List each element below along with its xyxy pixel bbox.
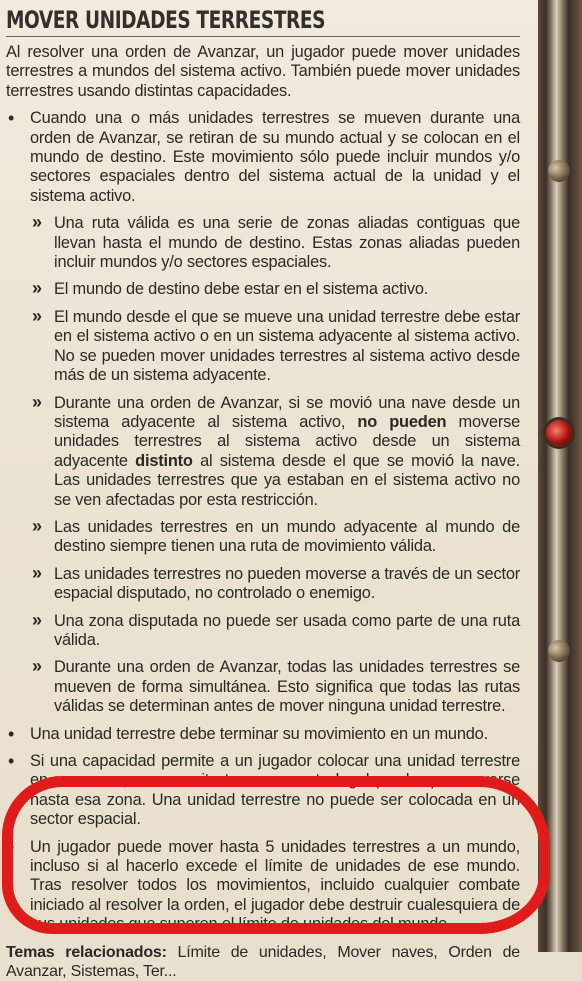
bullet-text: Cuando una o más unidades terrestres se mueven durante una orden de Avanzar, se retiran de su mundo actual y se colocan en el mundo de destino. Este movimiento sólo puede incluir mundos y/o sectores espaciales dentro del sistema actual de la unidad y el sistema activo.	[30, 109, 520, 205]
sub-item: » Las unidades terrestres no pueden moverse a través de un sector espacial disputado, no controlado o enemigo.	[30, 565, 520, 604]
sub-text: Durante una orden de Avanzar, si se movió una nave desde un sistema adyacente al sistema activo,	[54, 393, 520, 431]
list-item: • Un jugador puede mover hasta 5 unidades terrestres a un mundo, incluso si al hacerlo excede el límite de unidades de ese mundo. Tras resolver todos los movimientos, incluido cualquier combate iniciado al resolver la orden, el jugador debe destruir cualesquiera de sus unidades que superen el límite de unidades del mundo.	[6, 838, 520, 935]
sub-item: » Durante una orden de Avanzar, todas las unidades terrestres se mueven de forma simultánea. Esto significa que todas las rutas válidas se determinan antes de mover ninguna unidad terrestre.	[30, 658, 520, 716]
rivet-icon	[548, 640, 570, 662]
sub-item: » El mundo desde el que se mueve una unidad terrestre debe estar en el sistema activo o en un sistema adyacente al sistema activo. No se pueden mover unidades terrestres al sistema activo desde más de un sistema adyacente.	[30, 308, 520, 386]
sub-list	[30, 214, 520, 716]
red-gem-icon	[546, 420, 572, 446]
sub-item: » El mundo de destino debe estar en el sistema activo.	[30, 280, 520, 299]
emphasis-text: distinto	[135, 451, 193, 470]
decorative-frame	[538, 0, 582, 952]
emphasis-text: no pueden	[357, 412, 447, 431]
document-body	[6, 6, 520, 981]
list-item	[6, 109, 520, 716]
intro-paragraph: Al resolver una orden de Avanzar, un jugador puede mover unidades terrestres a mundos del sistema activo. También puede mover unidades terrestres usando distintas capacidades.	[6, 43, 520, 100]
related-label: Temas relacionados:	[6, 943, 167, 961]
sub-item: » Una zona disputada no puede ser usada como parte de una ruta válida.	[30, 612, 520, 651]
related-topics	[6, 943, 520, 981]
section-title: MOVER UNIDADES TERRESTRES	[6, 6, 326, 34]
rules-list	[6, 109, 520, 934]
list-item: • Si una capacidad permite a un jugador colocar una unidad terrestre en una zona, no necesita tener una ruta legal por la que moverse hasta esa zona. Una unidad terrestre no puede ser colocada en un sector espacial.	[6, 752, 520, 830]
sub-text: al sistema desde el que se movió la nave. Las unidades terrestres que ya estaban en el sistema activo no se ven afectadas por esta restricción.	[54, 451, 520, 509]
sub-item: » Las unidades terrestres en un mundo adyacente al mundo de destino siempre tienen una ruta de movimiento válida.	[30, 518, 520, 557]
sub-text: moverse unidades terrestres al sistema activo desde un sistema adyacente	[54, 412, 520, 470]
sub-item: » Una ruta válida es una serie de zonas aliadas contiguas que llevan hasta el mundo de destino. Estas zonas aliadas pueden incluir mundos y/o sectores espaciales.	[30, 214, 520, 272]
related-text: Límite de unidades, Mover naves, Orden de Avanzar, Sistemas, Ter...	[6, 943, 520, 981]
rivet-icon	[548, 160, 570, 182]
list-item: • Una unidad terrestre debe terminar su movimiento en un mundo.	[6, 725, 520, 744]
sub-item	[30, 394, 520, 510]
title-rule	[6, 36, 520, 37]
